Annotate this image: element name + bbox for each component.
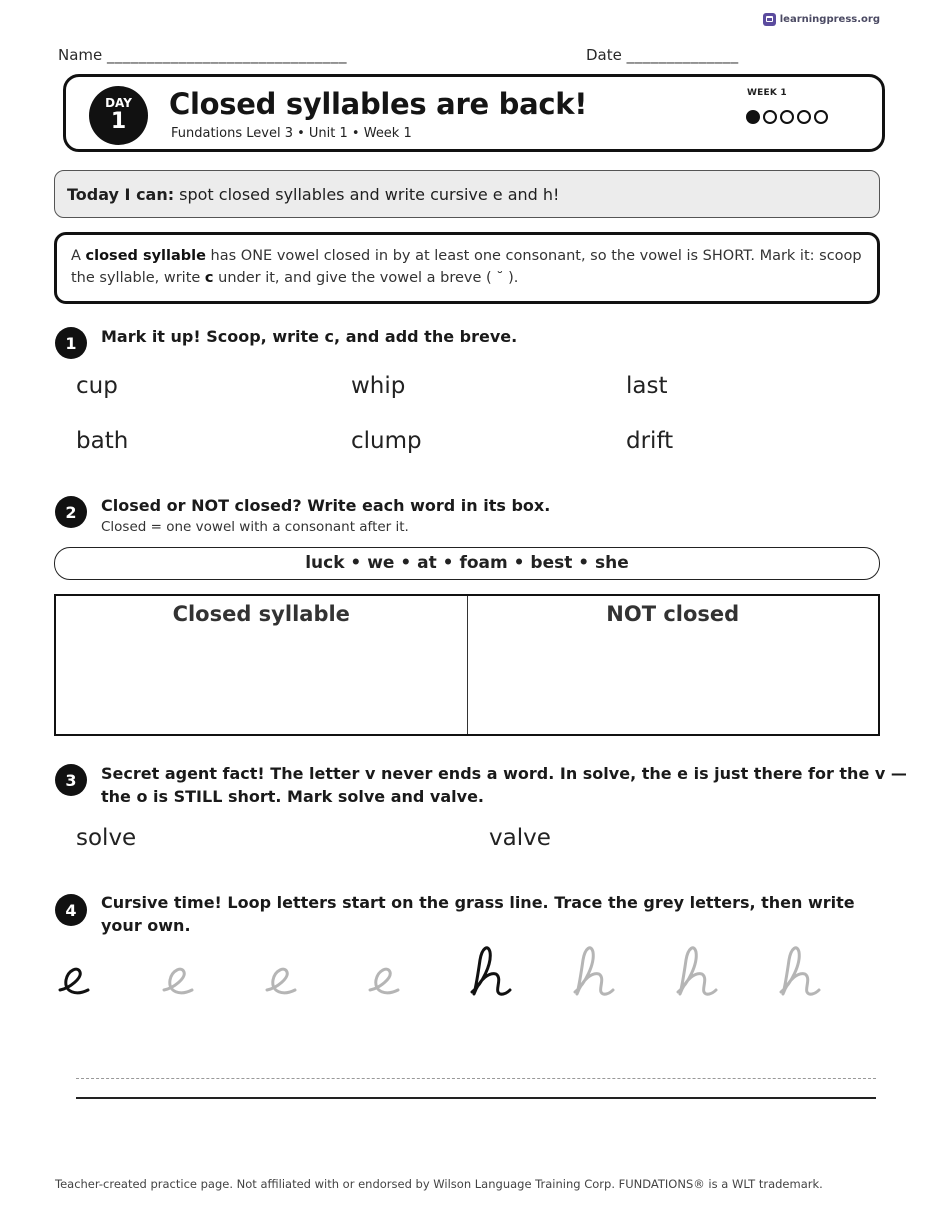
question-number-2: 2	[55, 496, 87, 528]
question-number-3: 3	[55, 764, 87, 796]
name-label: Name	[58, 46, 103, 64]
progress-dot	[780, 110, 794, 124]
word-item[interactable]: cup	[76, 373, 118, 399]
progress-dot	[746, 110, 760, 124]
word-item[interactable]: solve	[76, 825, 137, 851]
word-item[interactable]: clump	[351, 428, 422, 454]
word-item[interactable]: bath	[76, 428, 129, 454]
sort-column-not-closed[interactable]	[467, 596, 879, 734]
question-4-text-line1: Cursive time! Loop letters start on the grass line. Trace the grey letters, then write	[101, 893, 855, 912]
book-icon	[763, 13, 776, 26]
writing-base-line[interactable]	[76, 1097, 876, 1099]
info-term: c	[204, 270, 214, 286]
footer-disclaimer: Teacher-created practice page. Not affiliated with or endorsed by Wilson Language Training Corp. FUNDATIONS® is a WLT trademark.	[55, 1177, 823, 1191]
question-4-text-line2: your own.	[101, 916, 191, 935]
question-1-text: Mark it up! Scoop, write c, and add the breve.	[101, 327, 518, 346]
cursive-h-trace	[781, 948, 819, 994]
date-label: Date	[586, 46, 622, 64]
cursive-e-trace	[164, 969, 192, 993]
column-header: Closed syllable	[172, 602, 350, 626]
cursive-h-trace	[575, 948, 613, 994]
sort-table	[54, 594, 880, 736]
question-2-text: Closed or NOT closed? Write each word in its box.	[101, 496, 551, 515]
question-3-text-line1: Secret agent fact! The letter v never ends a word. In solve, the e is just there for the v —	[101, 764, 907, 783]
word-item[interactable]: drift	[626, 428, 674, 454]
goal-label: Today I can:	[67, 184, 175, 204]
cursive-e-model	[60, 969, 88, 993]
column-header: NOT closed	[606, 602, 740, 626]
word-item[interactable]: whip	[351, 373, 406, 399]
name-blank: ______________________________	[107, 46, 348, 64]
info-text: A	[71, 248, 86, 264]
cursive-e-trace	[267, 969, 295, 993]
brand-link[interactable]	[763, 13, 880, 26]
page-subtitle: Fundations Level 3 • Unit 1 • Week 1	[171, 126, 412, 141]
question-number-1: 1	[55, 327, 87, 359]
week-label: WEEK 1	[747, 88, 787, 98]
progress-dot	[814, 110, 828, 124]
brand-text: learningpress.org	[779, 14, 880, 25]
question-3-text-line2: the o is STILL short. Mark solve and valve.	[101, 787, 484, 806]
word-item[interactable]: valve	[489, 825, 551, 851]
cursive-e-trace	[370, 969, 398, 993]
question-2-hint: Closed = one vowel with a consonant after it.	[101, 519, 409, 535]
question-number-4: 4	[55, 894, 87, 926]
info-text: under it, and give the vowel a breve ( ˘ ).	[213, 270, 519, 286]
word-item[interactable]: last	[626, 373, 668, 399]
sort-column-closed[interactable]	[56, 596, 467, 734]
info-box	[54, 232, 880, 304]
goal-box	[54, 170, 880, 218]
progress-dot	[763, 110, 777, 124]
cursive-practice-row	[52, 938, 882, 1018]
day-label: DAY	[105, 96, 132, 110]
week-progress-dots	[746, 110, 828, 124]
page-title: Closed syllables are back!	[169, 87, 588, 121]
date-blank: ______________	[626, 46, 739, 64]
word-bank: luck • we • at • foam • best • she	[54, 547, 880, 580]
cursive-h-model	[472, 948, 510, 994]
name-field[interactable]	[58, 46, 347, 64]
day-number: 1	[110, 109, 127, 134]
grass-line	[76, 1078, 876, 1079]
goal-text: spot closed syllables and write cursive e and h!	[179, 184, 560, 204]
info-text: has ONE vowel closed in by at least one consonant, so the vowel is SHORT. Mark it: scoop the syllable, write	[71, 248, 862, 286]
day-badge	[89, 86, 148, 145]
progress-dot	[797, 110, 811, 124]
info-term: closed syllable	[85, 248, 206, 264]
cursive-h-trace	[678, 948, 716, 994]
date-field[interactable]	[586, 46, 739, 64]
